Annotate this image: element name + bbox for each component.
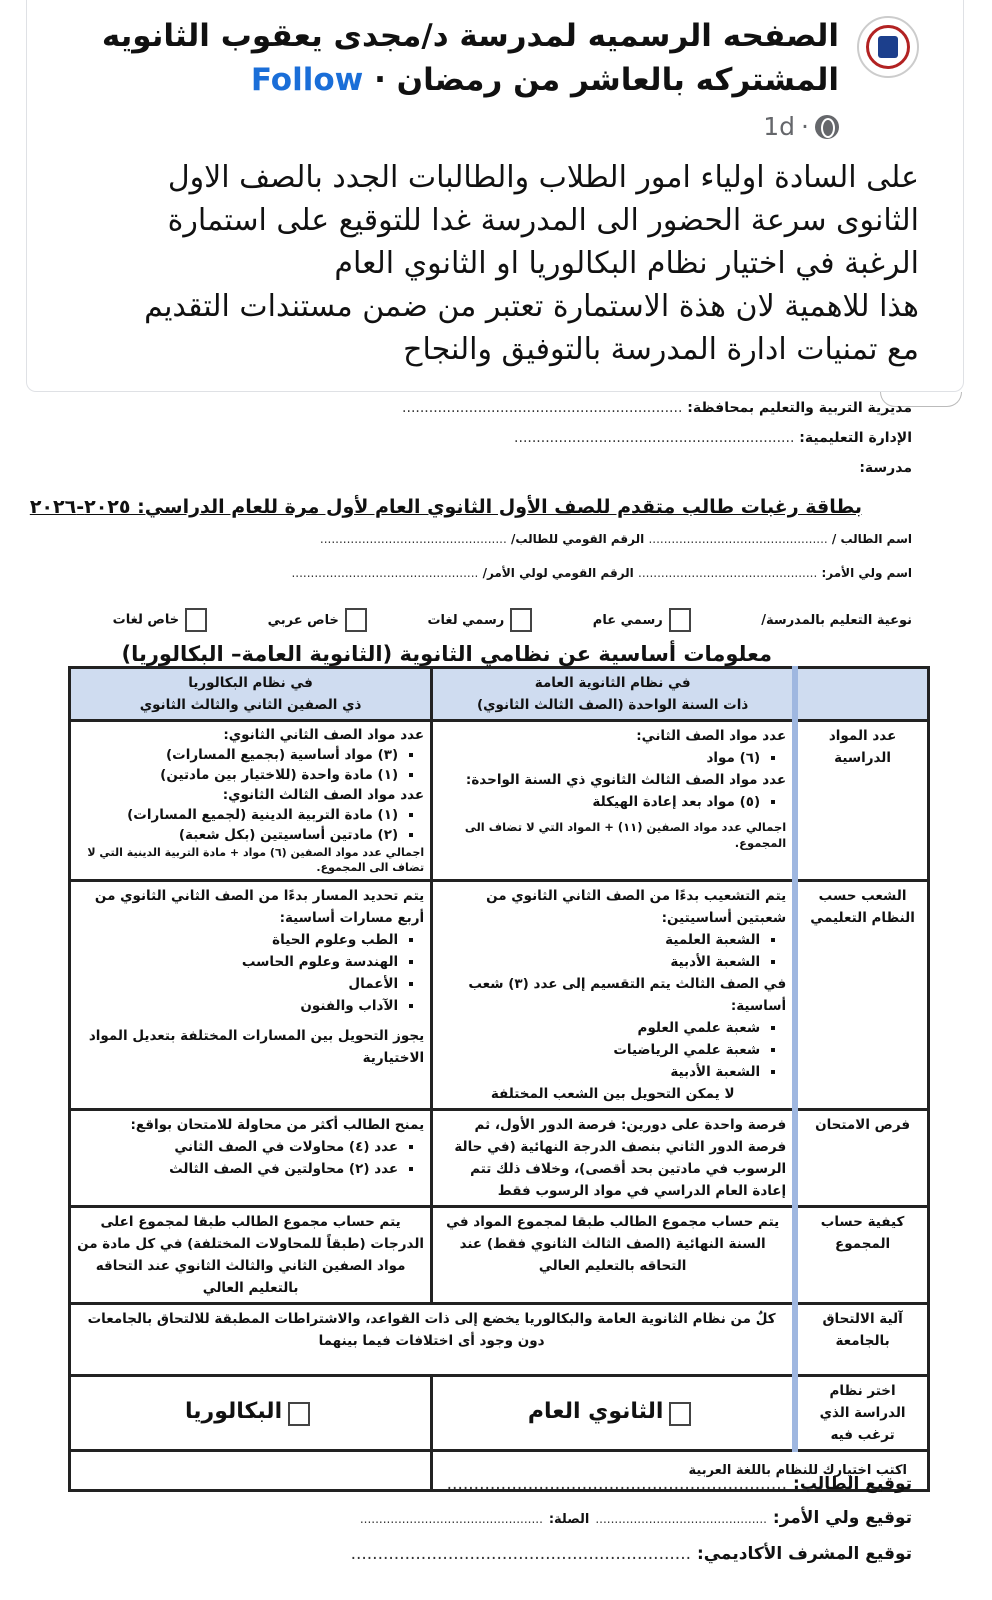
choose-label: اختر نظام الدراسة الذي ترغب فيه	[795, 1376, 928, 1451]
choice-bac[interactable]: البكالوريا	[70, 1376, 432, 1451]
section-title: معلومات أساسية عن نظامي الثانوية (الثانوية العامة– البكالوريا)	[121, 642, 772, 666]
meta-separator: ·	[801, 112, 809, 141]
empty-header-cell	[795, 668, 928, 721]
checkbox[interactable]	[669, 608, 691, 632]
checkbox-general[interactable]	[669, 1402, 691, 1426]
public-globe-icon	[815, 115, 839, 139]
school-type-line: نوعية التعليم بالمدرسة/ رسمي عام رسمي لغات خاص عربي خاص لغات	[113, 608, 912, 632]
comparison-table	[68, 666, 930, 1492]
checkbox[interactable]	[345, 608, 367, 632]
univ-label: آلية الالتحاق بالجامعة	[795, 1304, 928, 1376]
post-text-line: على السادة اولياء امور الطلاب والطالبات الجدد بالصف الاول	[167, 160, 919, 195]
student-line: اسم الطالب / ............................................... الرقم القومي للطالب/ .................................................	[319, 532, 912, 546]
page-name-line1[interactable]: الصفحه الرسميه لمدرسة د/مجدى يعقوب الثانويه	[101, 18, 839, 54]
post-text	[39, 156, 919, 371]
separator: ·	[374, 62, 386, 98]
page-avatar[interactable]	[857, 16, 919, 78]
post-time[interactable]: 1d	[763, 112, 796, 141]
follow-button[interactable]: Follow	[250, 62, 364, 98]
general-header: في نظام الثانوية العامة ذات السنة الواحدة (الصف الثالث الثانوي)	[432, 668, 796, 721]
post-text-line: الرغبة في اختيار نظام البكالوريا او الثانوي العام	[334, 246, 919, 281]
exam-general: فرصة واحدة على دورين: فرصة الدور الأول، ثم فرصة الدور الثاني بنصف الدرجة النهائية (في حالة الرسوب في مادتين بحد أقصى)، وخلاف ذلك تتم إعادة العام الدراسي في مواد الرسوب فقط	[432, 1110, 796, 1207]
branches-bac: يتم تحديد المسار بدءًا من الصف الثاني الثانوي من أربع مسارات أساسية: ▪ الطب وعلوم الحياة ▪ الهندسة وعلوم الحاسب ▪ الأعمال ▪ الآداب والفنون يجوز التحويل بين المسارات المختلفة بتعديل المواد الاختيارية	[70, 881, 432, 1110]
exam-bac: يمنح الطالب أكثر من محاولة للامتحان بواقع: ▪ عدد (٤) محاولات في الصف الثاني ▪ عدد (٢) محاولتين في الصف الثالث	[70, 1110, 432, 1207]
sig-supervisor: توقيع المشرف الأكاديمي: ...............................................................	[350, 1544, 912, 1564]
checkbox-bac[interactable]	[288, 1402, 310, 1426]
form-title: بطاقة رغبات طالب متقدم للصف الأول الثانوي العام لأول مرة للعام الدراسي: ٢٠٢٥-٢٠٢٦	[29, 496, 862, 518]
guardian-line: اسم ولي الأمر: ............................................... الرقم القومي لولي الأمر/ .................................................	[291, 566, 912, 580]
sig-guardian: توقيع ولي الأمر: ............................................. الصلة: ................................................	[359, 1508, 912, 1528]
total-label: كيفية حساب المجموع	[795, 1207, 928, 1304]
exam-label: فرص الامتحان	[795, 1110, 928, 1207]
choice-general[interactable]: الثانوي العام	[432, 1376, 796, 1451]
form-image[interactable]	[0, 392, 992, 1600]
write-field[interactable]	[70, 1451, 432, 1491]
branches-label: الشعب حسب النظام التعليمي	[795, 881, 928, 1110]
post-meta	[763, 112, 839, 141]
post-text-line: مع تمنيات ادارة المدرسة بالتوفيق والنجاح	[403, 332, 919, 367]
subjects-label: عدد المواد الدراسية	[795, 721, 928, 881]
checkbox[interactable]	[510, 608, 532, 632]
branches-general: يتم التشعيب بدءًا من الصف الثاني الثانوي من شعبتين أساسيتين: ▪ الشعبة العلمية ▪ الشعبة الأدبية في الصف الثالث يتم التقسيم إلى عدد (٣) شعب أساسية: ▪ شعبة علمي العلوم ▪ شعبة علمي الرياضيات ▪ الشعبة الأدبية لا يمكن التحويل بين الشعب المختلفة	[432, 881, 796, 1110]
checkbox[interactable]	[185, 608, 207, 632]
subjects-bac: عدد مواد الصف الثاني الثانوي: ▪ (٣) مواد أساسية (بجميع المسارات) ▪ (١) مادة واحدة (للاختيار بين مادتين) عدد مواد الصف الثالث الثانوي: ▪ (١) مادة التربية الدينية (لجميع المسارات) ▪ (٢) مادتين أساسيتين (بكل شعبة) اجمالي عدد مواد الصفين (٦) مواد + مادة التربية الدينية التي لا تضاف الى المجموع.	[70, 721, 432, 881]
page-name[interactable]	[99, 14, 839, 102]
total-general: يتم حساب مجموع الطالب طبقا لمجموع المواد في السنة النهائية (الصف الثالث الثانوي فقط) عند التحاقه بالتعليم العالي	[432, 1207, 796, 1304]
total-bac: يتم حساب مجموع الطالب طبقا لمجموع اعلى الدرجات (طبقاً للمحاولات المختلفة) في كل مادة من مواد الصفين الثاني والثالث الثانوي عند التحاقه بالتعليم العالي	[70, 1207, 432, 1304]
post-text-line: الثانوى سرعة الحضور الى المدرسة غدا للتوقيع على استمارة	[167, 203, 919, 238]
school-line: مدرسة:	[859, 460, 912, 476]
univ-text: كلٌ من نظام الثانوية العامة والبكالوريا يخضع إلى ذات القواعد، والاشتراطات المطبقة للالتحاق بالجامعات دون وجود أى اختلافات فيما بينهما	[70, 1304, 796, 1376]
subjects-general: عدد مواد الصف الثاني: ▪ (٦) مواد عدد مواد الصف الثالث الثانوي ذي السنة الواحدة: ▪ (٥) مواد بعد إعادة الهيكلة اجمالي عدد مواد الصفين (١١) + المواد التي لا تضاف الى المجموع.	[432, 721, 796, 881]
post-text-line: هذا للاهمية لان هذة الاستمارة تعتبر من ضمن مستندات التقديم	[144, 289, 919, 324]
write-label: اكتب اختيارك للنظام باللغة العربية	[432, 1451, 929, 1491]
sig-student: توقيع الطالب: ...............................................................	[446, 1474, 912, 1494]
bac-header: في نظام البكالوريا ذي الصفين الثاني والثالث الثانوي	[70, 668, 432, 721]
school-logo-icon	[866, 25, 910, 69]
page-name-line2[interactable]: المشتركه بالعاشر من رمضان	[396, 62, 839, 98]
post-card	[26, 0, 964, 392]
admin-line: الإدارة التعليمية: ...............................................................	[514, 430, 912, 446]
directorate-line: مديرية التربية والتعليم بمحافظة: ...............................................................	[402, 400, 912, 416]
